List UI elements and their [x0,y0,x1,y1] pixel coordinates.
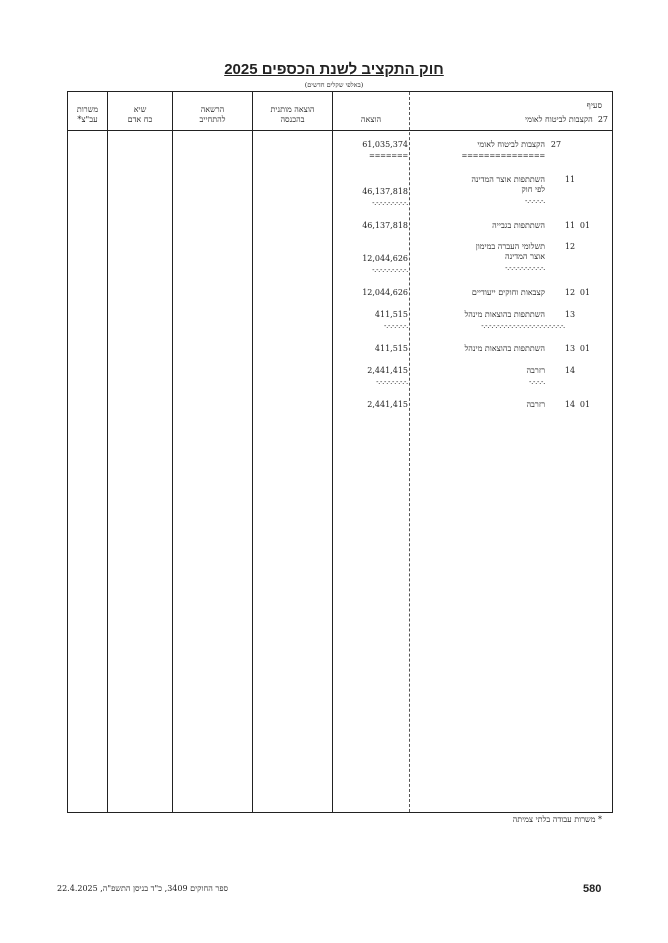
header-peak-manpower: שיא כח אדם [127,105,153,124]
page-subtitle: (באלפי שקלים חדשים) [304,81,364,89]
sub-code: 01 [579,221,591,230]
program-code: 13 [564,310,576,319]
column-divider [107,92,108,812]
item-name: קצבאות וחוקים ייעודיים [471,288,545,297]
sub-code: 01 [579,288,591,297]
sub-code: 01 [579,400,591,409]
header-positions: משרות עב"צ* [76,105,99,124]
amount-underline: -.-.-.-.-.-.-.-. [376,378,408,386]
amount-value: 61,035,374 [362,140,408,149]
section-code: 27 [550,140,562,149]
sub-code: 01 [579,344,591,353]
footnote: * משרות עבודה בלתי צמיתה [512,815,602,824]
program-code: 11 [564,175,576,184]
item-name-underline: -.-.-.-. [529,378,545,386]
item-name: רזרבה [526,366,545,375]
item-name-underline: -.-.-.-.-.-.-.-.-.-.-.-.-.-.-.-.-.-.-.-.-. [481,322,565,330]
item-name: השתתפות בגבייה [492,221,545,230]
header-section-label: סעיף [586,101,602,110]
amount-underline: -.-.-.-.-.-.-.-.-. [372,266,408,274]
item-name-underline: =============== [461,152,545,160]
amount-value: 12,044,626 [362,254,408,263]
program-code: 14 [564,400,576,409]
program-code: 12 [564,242,576,251]
amount-value: 2,441,415 [367,366,408,375]
item-name: השתתפות בהוצאות מינהל [464,310,545,319]
item-name: רזרבה [526,400,545,409]
publication-reference: ספר החוקים 3409, כ"ד בניסן התשפ"ה, 22.4.2025 [57,884,229,893]
amount-value: 46,137,818 [362,221,408,230]
item-name: השתתפות בהוצאות מינהל [464,344,545,353]
program-code: 11 [564,221,576,230]
header-expense: הוצאה [360,115,382,124]
header-section-title: 27 הקצבות לביטוח לאומי [525,115,608,124]
column-divider [172,92,173,812]
program-code: 14 [564,366,576,375]
page-title: חוק התקציב לשנת הכספים 2025 [224,61,444,78]
amount-underline: -.-.-.-.-.-. [384,322,408,330]
page-number: 580 [583,883,602,895]
amount-underline: ======= [369,152,408,160]
item-name: תשלומי העברה במימון אוצר המדינה [475,242,545,261]
item-name-underline: -.-.-.-.-. [525,197,545,205]
item-name: השתתפות אוצר המדינה לפי חוק [471,175,545,194]
amount-value: 46,137,818 [362,187,408,196]
amount-value: 2,441,415 [367,400,408,409]
amount-value: 411,515 [374,310,408,319]
amount-underline: -.-.-.-.-.-.-.-.-. [372,199,408,207]
column-divider [252,92,253,812]
program-code: 13 [564,344,576,353]
program-code: 12 [564,288,576,297]
header-conditional-expense: הוצאה מותנית בהכנסה [270,105,315,124]
amount-value: 411,515 [374,344,408,353]
header-dot: . [291,85,294,94]
header-commitment-authority: הרשאה להתחייב [199,105,226,124]
item-name-underline: -.-.-.-.-.-.-.-.-.-. [505,264,545,272]
header-divider [68,130,612,131]
amount-value: 12,044,626 [362,288,408,297]
item-name: הקצבות לביטוח לאומי [477,140,545,149]
